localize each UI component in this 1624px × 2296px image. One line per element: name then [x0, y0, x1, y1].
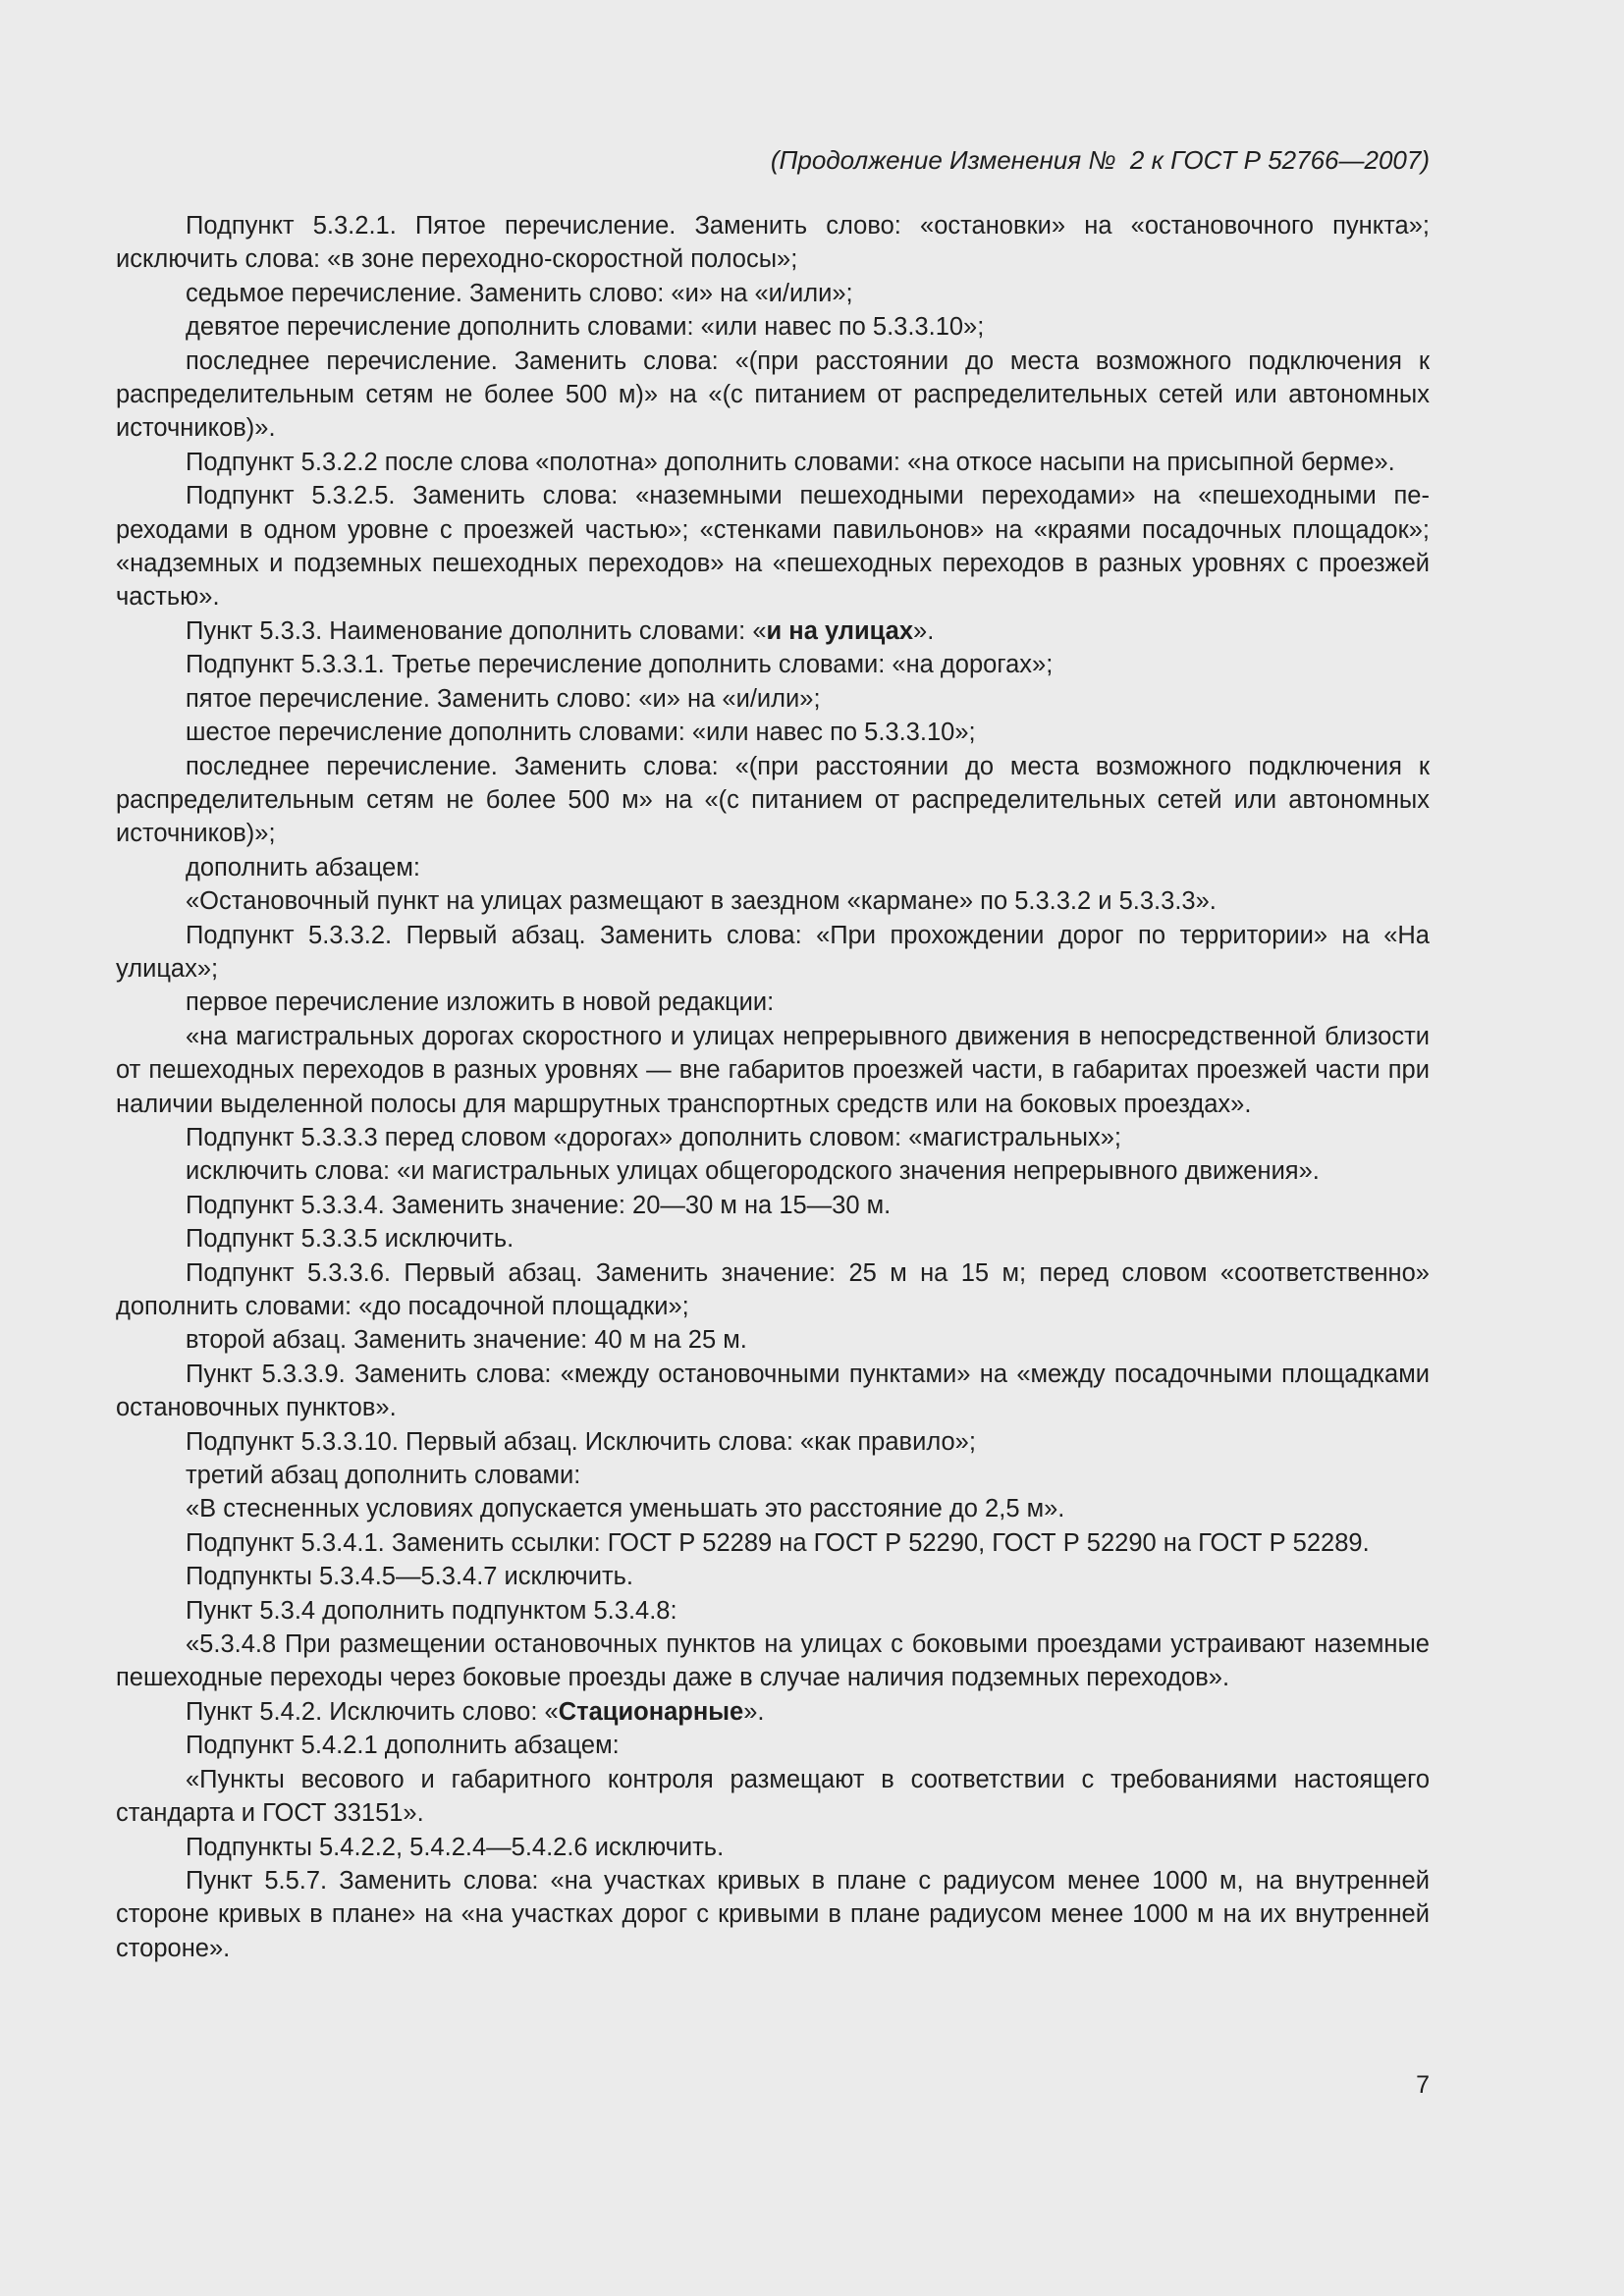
- paragraph: [116, 345, 1430, 446]
- paragraph: [116, 1526, 1430, 1560]
- paragraph-text: Пункт 5.3.4 дополнить подпунктом 5.3.4.8:: [186, 1596, 677, 1625]
- paragraph-text: Пункт 5.3.3.9. Заменить слова: «между остановочными пунктами» на «между посадочными площадками остановочных пунктов».: [116, 1360, 1430, 1422]
- paragraph: [116, 1323, 1430, 1357]
- paragraph: [116, 446, 1430, 479]
- paragraph: [116, 1560, 1430, 1593]
- paragraph: [116, 1121, 1430, 1154]
- paragraph-text: шестое перечисление дополнить словами: «или навес по 5.3.3.10»;: [186, 719, 976, 747]
- paragraph: [116, 986, 1430, 1019]
- paragraph-text: первое перечисление изложить в новой редакции:: [186, 988, 775, 1017]
- paragraph-text: Подпункт 5.3.3.5 исключить.: [186, 1225, 514, 1254]
- paragraph-text: Подпункт 5.3.3.2. Первый абзац. Заменить слова: «При прохождении дорог по территории» на «На улицах»;: [116, 921, 1430, 983]
- paragraph-text: Подпункт 5.3.3.1. Третье перечисление дополнить словами: «на дорогах»;: [186, 651, 1054, 679]
- paragraph-text: «5.3.4.8 При размещении остановочных пунктов на улицах с боковыми проездами устраивают наземные пешеходные переходы через боковые проезды даже в случае наличия подземных переходов».: [116, 1630, 1430, 1692]
- page-number: 7: [1416, 2071, 1430, 2099]
- paragraph-text: Подпункт 5.3.2.1. Пятое перечисление. Заменить слово: «остановки» на «остановочного пункта»; исключить слова: «в зоне переходно-скоростной полосы»;: [116, 212, 1430, 274]
- paragraph-text: Подпункт 5.3.2.2 после слова «полотна» дополнить словами: «на откосе насыпи на присыпной берме».: [186, 448, 1395, 476]
- paragraph: [116, 310, 1430, 344]
- paragraph-text: Пункт 5.5.7. Заменить слова: «на участках кривых в плане с радиусом менее 1000 м, на внутренней стороне кривых в плане» на «на участках дорог с кривыми в плане радиусом менее 1000 м на их внутренней стороне».: [116, 1866, 1430, 1962]
- paragraph-text: «В стесненных условиях допускается уменьшать это расстояние до 2,5 м».: [186, 1495, 1065, 1523]
- paragraph: [116, 614, 1430, 648]
- paragraph-text: второй абзац. Заменить значение: 40 м на 25 м.: [186, 1326, 747, 1355]
- paragraph: [116, 1492, 1430, 1525]
- paragraph: [116, 1831, 1430, 1864]
- paragraph: [116, 1189, 1430, 1222]
- paragraph: [116, 1256, 1430, 1324]
- paragraph: [116, 1154, 1430, 1188]
- paragraph-text: «Пункты весового и габаритного контроля размещают в соответствии с требованиями настоящего стандарта и ГОСТ 33151».: [116, 1765, 1430, 1828]
- paragraph: [116, 851, 1430, 884]
- page-header: (Продолжение Изменения № 2 к ГОСТ Р 52766—2007): [770, 145, 1430, 175]
- paragraph: [116, 716, 1430, 749]
- paragraph: [116, 1864, 1430, 1965]
- paragraph-text: Подпункты 5.3.4.5—5.3.4.7 исключить.: [186, 1563, 634, 1591]
- paragraph-text: Подпункт 5.3.3.4. Заменить значение: 20—30 м на 15—30 м.: [186, 1191, 892, 1219]
- paragraph-text: ».: [913, 616, 935, 645]
- paragraph-text: последнее перечисление. Заменить слова: «(при расстоянии до места возможного подключения к распределительным сетям не более 500 м)» на «(с питанием от распределительных сетей или автономных источников)».: [116, 347, 1430, 443]
- paragraph: [116, 1763, 1430, 1831]
- paragraph-text: седьмое перечисление. Заменить слово: «и» на «и/или»;: [186, 279, 853, 307]
- bold-text: и на улицах: [766, 616, 914, 645]
- document-body: [116, 209, 1430, 1965]
- paragraph-text: «на магистральных дорогах скоростного и улицах непрерывного движения в непосредственной близости от пешеходных переходов в разных уровнях — вне габаритов проезжей части, в габаритах проезжей части при наличии выделенной полосы для маршрутных транспортных средств или на боковых проездах».: [116, 1022, 1430, 1118]
- paragraph: [116, 1459, 1430, 1492]
- paragraph: [116, 1222, 1430, 1255]
- document-page: [116, 0, 1430, 2296]
- paragraph-text: Подпункт 5.3.4.1. Заменить ссылки: ГОСТ Р 52289 на ГОСТ Р 52290, ГОСТ Р 52290 на ГОСТ Р 52289.: [186, 1528, 1370, 1557]
- paragraph-text: ».: [743, 1697, 765, 1726]
- paragraph-text: «Остановочный пункт на улицах размещают в заездном «кармане» по 5.3.3.2 и 5.3.3.3».: [186, 887, 1217, 916]
- paragraph-text: Подпункт 5.3.3.10. Первый абзац. Исключить слова: «как правило»;: [186, 1427, 976, 1456]
- paragraph-text: Пункт 5.3.3. Наименование дополнить словами: «: [186, 616, 767, 645]
- paragraph-text: Подпункт 5.3.2.5. Заменить слова: «наземными пешеходными переходами» на «пешеходными переходами в одном уровне с проезжей частью»; «стенками павильонов» на «краями посадочных площадок»; «надземных и подземных пешеходных переходов» на «пешеходных переходов в разных уровнях с проезжей частью».: [116, 482, 1430, 612]
- paragraph: [116, 1594, 1430, 1628]
- paragraph: [116, 1695, 1430, 1729]
- paragraph: [116, 1729, 1430, 1762]
- paragraph-text: девятое перечисление дополнить словами: «или навес по 5.3.3.10»;: [186, 313, 985, 342]
- paragraph-text: исключить слова: «и магистральных улицах общегородского значения непрерывного движения».: [186, 1157, 1320, 1186]
- paragraph: [116, 919, 1430, 987]
- paragraph-text: третий абзац дополнить словами:: [186, 1462, 581, 1490]
- paragraph: [116, 1425, 1430, 1459]
- paragraph-text: дополнить абзацем:: [186, 853, 420, 881]
- paragraph: [116, 479, 1430, 614]
- paragraph-text: последнее перечисление. Заменить слова: «(при расстоянии до места возможного подключения к распределительным сетям не более 500 м» на «(с питанием от распределительных сетей или автономных источников)»;: [116, 752, 1430, 848]
- paragraph-text: Подпункты 5.4.2.2, 5.4.2.4—5.4.2.6 исключить.: [186, 1833, 725, 1861]
- paragraph: [116, 682, 1430, 716]
- paragraph: [116, 1628, 1430, 1695]
- paragraph: [116, 750, 1430, 851]
- paragraph: [116, 1358, 1430, 1425]
- paragraph: [116, 209, 1430, 277]
- paragraph: [116, 1020, 1430, 1121]
- paragraph: [116, 277, 1430, 310]
- paragraph: [116, 648, 1430, 681]
- paragraph-text: Подпункт 5.3.3.6. Первый абзац. Заменить значение: 25 м на 15 м; перед словом «соответственно» дополнить словами: «до посадочной площадки»;: [116, 1258, 1430, 1320]
- bold-text: Стационарные: [558, 1697, 744, 1726]
- paragraph-text: Подпункт 5.3.3.3 перед словом «дорогах» дополнить словом: «магистральных»;: [186, 1123, 1122, 1151]
- paragraph-text: Пункт 5.4.2. Исключить слово: «: [186, 1697, 559, 1726]
- paragraph-text: Подпункт 5.4.2.1 дополнить абзацем:: [186, 1732, 620, 1760]
- paragraph: [116, 884, 1430, 918]
- paragraph-text: пятое перечисление. Заменить слово: «и» на «и/или»;: [186, 684, 821, 713]
